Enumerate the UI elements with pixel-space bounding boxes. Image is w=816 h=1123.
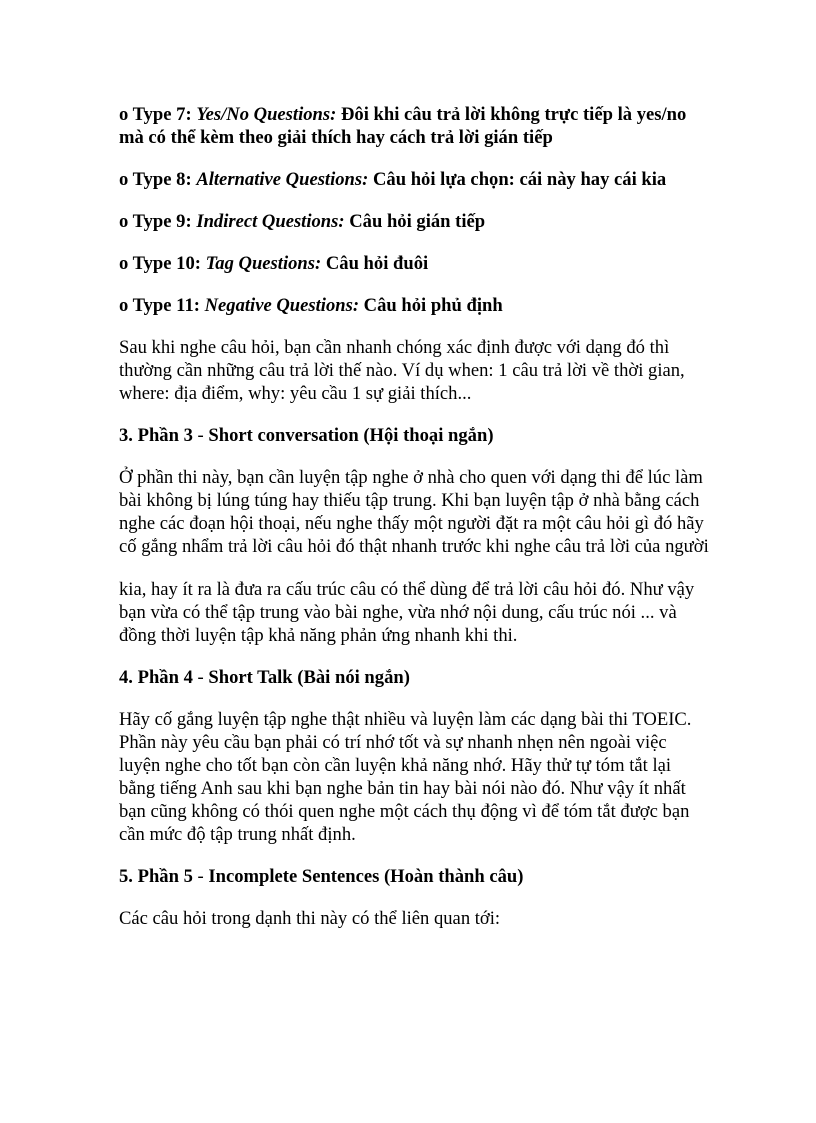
type-description: Câu hỏi gián tiếp xyxy=(349,211,486,232)
section-dash: - xyxy=(192,866,209,887)
section-title: Short Talk (Bài nói ngắn) xyxy=(208,667,410,688)
section-4-paragraph: Hãy cố gắng luyện tập nghe thật nhiều và luyện làm các dạng bài thi TOEIC. Phần này yêu cầu bạn phải có trí nhớ tốt và sự nhanh nhẹn nên ngoài việc luyện nghe cho tốt bạn còn cần luyện khả năng nhớ. Hãy thử tự tóm tắt lại bằng tiếng Anh sau khi bạn nghe bản tin hay bài nói nào đó. Như vậy ít nhất bạn cũng không có thói quen nghe một cách thụ động vì để tóm tắt được bạn cần mức độ tập trung nhất định. xyxy=(119,709,692,845)
section-5-heading xyxy=(119,865,709,888)
type-11-item xyxy=(119,294,709,317)
type-10-item xyxy=(119,252,709,275)
type-description: Đôi khi câu trả lời không trực tiếp là yes/no mà có thể kèm theo giải thích hay cách trả lời gián tiếp xyxy=(119,104,687,148)
type-description: Câu hỏi phủ định xyxy=(363,295,503,316)
section-3-paragraph-2: kia, hay ít ra là đưa ra cấu trúc câu có thể dùng để trả lời câu hỏi đó. Như vậy bạn vừa có thể tập trung vào bài nghe, vừa nhớ nội dung, cấu trúc nói ... và đồng thời luyện tập khả năng phản ứng nhanh khi thi. xyxy=(119,579,695,646)
answer-tip-paragraph: Sau khi nghe câu hỏi, bạn cần nhanh chóng xác định được với dạng đó thì thường cần những câu trả lời thế nào. Ví dụ when: 1 câu trả lời về thời gian, where: địa điểm, why: yêu cầu 1 sự giải thích... xyxy=(119,337,685,404)
section-3-heading xyxy=(119,424,709,447)
type-prefix: o Type 11: xyxy=(119,295,200,316)
section-dash: - xyxy=(192,667,209,688)
section-label: 3. Phần 3 xyxy=(119,425,193,446)
type-name: Tag Questions: xyxy=(205,253,322,274)
section-title: Short conversation (Hội thoại ngắn) xyxy=(208,425,494,446)
section-4-heading xyxy=(119,666,709,689)
section-label: 5. Phần 5 xyxy=(119,866,193,887)
type-prefix: o Type 9: xyxy=(119,211,192,232)
section-5-paragraph: Các câu hỏi trong dạnh thi này có thể liên quan tới: xyxy=(119,908,501,929)
section-label: 4. Phần 4 xyxy=(119,667,193,688)
type-9-item xyxy=(119,210,709,233)
type-description: Câu hỏi đuôi xyxy=(325,253,429,274)
type-name: Negative Questions: xyxy=(204,295,360,316)
document-page xyxy=(119,103,709,930)
section-3-paragraph-1: Ở phần thi này, bạn cần luyện tập nghe ở nhà cho quen với dạng thi để lúc làm bài không bị lúng túng hay thiếu tập trung. Khi bạn luyện tập ở nhà bằng cách nghe các đoạn hội thoại, nếu nghe thấy một người đặt ra một câu hỏi gì đó hãy cố gắng nhẩm trả lời câu hỏi đó thật nhanh trước khi nghe câu trả lời của người xyxy=(119,467,709,557)
type-7-item xyxy=(119,103,709,149)
type-prefix: o Type 8: xyxy=(119,169,192,190)
type-description: Câu hỏi lựa chọn: cái này hay cái kia xyxy=(373,169,667,190)
section-dash: - xyxy=(192,425,209,446)
type-name: Yes/No Questions: xyxy=(196,104,337,125)
type-name: Indirect Questions: xyxy=(196,211,345,232)
type-prefix: o Type 10: xyxy=(119,253,201,274)
type-prefix: o Type 7: xyxy=(119,104,192,125)
type-name: Alternative Questions: xyxy=(196,169,369,190)
type-8-item xyxy=(119,168,709,191)
section-title: Incomplete Sentences (Hoàn thành câu) xyxy=(208,866,524,887)
